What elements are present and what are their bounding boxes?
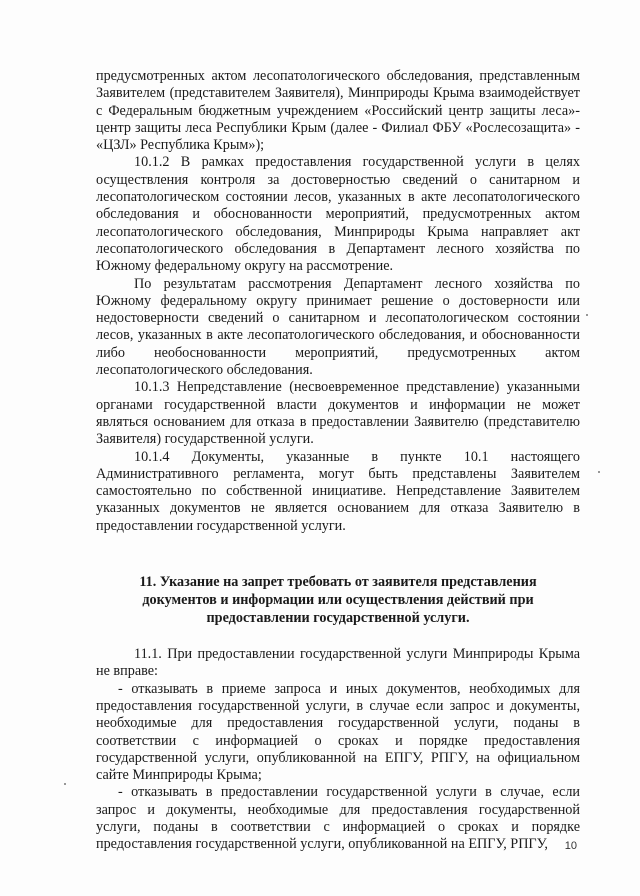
scan-speck (64, 783, 66, 785)
paragraph-continuation: предусмотренных актом лесопатологического обследования, представленным Заявителем (представителем Заявителя), Минприроды Крыма взаимодействует с Федеральным бюджетным учреждением «Российский центр защиты леса»-центр защиты леса Республики Крым (далее - Филиал ФБУ «Рослесозащита» - «ЦЗЛ» Республика Крым»); (96, 68, 580, 154)
list-item-refuse-service: - отказывать в предоставлении государственной услуги в случае, если запрос и документы, необходимые для предоставления государственной услуги, поданы в соответствии с информацией о сроках и порядке предоставления государственной услуги, опубликованной на ЕПГУ, РПГУ, (96, 784, 580, 853)
section-heading-11: 11. Указание на запрет требовать от заявителя представления документов и информации или осуществления действий при предоставлении государственной услуги. (139, 574, 537, 627)
page-number: 10 (564, 840, 577, 852)
scan-speck (586, 314, 588, 316)
paragraph-10-1-2: 10.1.2 В рамках предоставления государственной услуги в целях осуществления контроля за достоверностью сведений о санитарном и лесопатологическом состоянии лесов, указанных в акте лесопатологического обследования и обоснованности мероприятий, предусмотренных актом лесопатологического обследования, Минприроды Крыма направляет акт лесопатологического обследования в Департамент лесного хозяйства по Южному федеральному округу на рассмотрение. (96, 154, 580, 275)
document-body (96, 68, 580, 854)
scan-speck (598, 471, 600, 473)
paragraph-review-results: По результатам рассмотрения Департамент лесного хозяйства по Южному федеральному округу принимает решение о достоверности или недостоверности сведений о санитарном и лесопатологическом состоянии лесов, указанных в акте лесопатологического обследования, и обоснованности либо необоснованности мероприятий, предусмотренных актом лесопатологического обследования. (96, 275, 580, 379)
paragraph-10-1-4: 10.1.4 Документы, указанные в пункте 10.1 настоящего Административного регламента, могут быть представлены Заявителем самостоятельно по собственной инициативе. Непредставление Заявителем указанных документов не является основанием для отказа Заявителю в предоставлении государственной услуги. (96, 448, 580, 534)
list-item-refuse-acceptance: - отказывать в приеме запроса и иных документов, необходимых для предоставления государственной услуги, в случае если запрос и документы, необходимые для предоставления государственной услуги, поданы в соответствии с информацией о сроках и порядке предоставления государственной услуги, опубликованной на ЕПГУ, РПГУ, на официальном сайте Минприроды Крыма; (96, 680, 580, 784)
paragraph-11-1: 11.1. При предоставлении государственной услуги Минприроды Крыма не вправе: (96, 646, 580, 680)
paragraph-10-1-3: 10.1.3 Непредставление (несвоевременное представление) указанными органами государственной власти документов и информации не может являться основанием для отказа в предоставлении Заявителю (представителю Заявителя) государственной услуги. (96, 379, 580, 448)
